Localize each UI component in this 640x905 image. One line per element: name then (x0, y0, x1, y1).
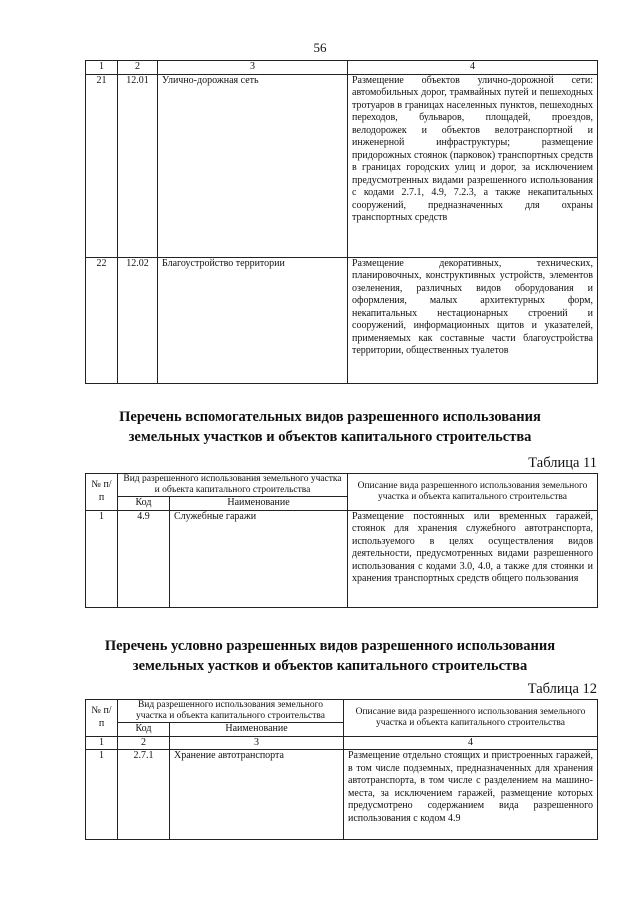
header-name: Наименование (170, 497, 348, 511)
table-row (86, 750, 598, 840)
column-index-row (86, 736, 598, 750)
row-name: Служебные гаражи (170, 510, 348, 607)
row-name: Благоустройство территории (158, 257, 348, 383)
header-code: Код (118, 497, 170, 511)
row-number: 1 (86, 750, 118, 840)
table-row (86, 257, 598, 383)
table-12-label: Таблица 12 (527, 681, 597, 697)
column-index: 2 (118, 61, 158, 75)
table-11 (85, 473, 598, 608)
page-number: 56 (313, 40, 327, 55)
header-group: Вид разрешенного использования земельного участка и объекта капитального строительства (118, 700, 344, 723)
column-index: 3 (170, 736, 344, 750)
section-12-title-line1: Перечень условно разрешенных видов разрешенного использования (104, 638, 556, 654)
land-use-table-continued (85, 60, 598, 384)
section-11-title (60, 407, 600, 447)
header-group: Вид разрешенного использования земельного участка и объекта капитального строительства (118, 474, 348, 497)
column-index: 4 (348, 61, 598, 75)
row-description: Размещение декоративных, технических, планировочных, конструктивных устройств, элементов озеленения, различных видов оборудования и оформления, малых архитектурных форм, некапитальных нестационарных строений и сооружений, информационных щитов и указателей, применяемых как составные части благоустройства территории, общественных туалетов (348, 257, 598, 383)
column-index: 1 (86, 736, 118, 750)
row-number: 1 (86, 510, 118, 607)
header-num: № п/п (86, 474, 118, 511)
row-code: 2.7.1 (118, 750, 170, 840)
column-index: 1 (86, 61, 118, 75)
table-row (86, 510, 598, 607)
header-description: Описание вида разрешенного использования земельного участка и объекта капитального строительства (344, 700, 598, 737)
section-12-title (60, 636, 600, 676)
header-name: Наименование (170, 723, 344, 737)
section-12-title-line2: земельных уастков и объектов капитального строительства (132, 658, 528, 674)
header-description: Описание вида разрешенного использования земельного участка и объекта капитального строительства (348, 474, 598, 511)
row-name: Хранение автотранспорта (170, 750, 344, 840)
table-header-row (86, 700, 598, 723)
table-header-row (86, 474, 598, 497)
table-11-label: Таблица 11 (528, 455, 597, 471)
column-index: 4 (344, 736, 598, 750)
row-name: Улично-дорожная сеть (158, 74, 348, 257)
section-11-title-line2: земельных участков и объектов капитального строительства (128, 429, 532, 445)
column-index: 3 (158, 61, 348, 75)
table-12 (85, 699, 598, 840)
row-code: 12.01 (118, 74, 158, 257)
row-description: Размещение отдельно стоящих и пристроенных гаражей, в том числе подземных, предназначенных для хранения автотранспорта, в том числе с разделением на машино-места, за исключением гаражей, размещение которых предусмотрено содержанием вида разрешенного использования с кодом 4.9 (344, 750, 598, 840)
row-number: 22 (86, 257, 118, 383)
row-code: 4.9 (118, 510, 170, 607)
row-number: 21 (86, 74, 118, 257)
column-index-row (86, 61, 598, 75)
header-code: Код (118, 723, 170, 737)
column-index: 2 (118, 736, 170, 750)
section-11-title-line1: Перечень вспомогательных видов разрешенного использования (119, 409, 541, 425)
row-description: Размещение объектов улично-дорожной сети: автомобильных дорог, трамвайных путей и пешеходных тротуаров в границах населенных пунктов, пешеходных переходов, бульваров, площадей, проездов, велодорожек и объектов велотранспортной и инженерной инфраструктуры; размещение придорожных стоянок (парковок) транспортных средств в границах городских улиц и дорог, за исключением предусмотренных видами разрешенного использования с кодами 2.7.1, 4.9, 7.2.3, а также некапитальных сооружений, предназначенных для охраны транспортных средств (348, 74, 598, 257)
row-description: Размещение постоянных или временных гаражей, стоянок для хранения служебного автотранспорта, используемого в целях осуществления видов деятельности, предусмотренных видами разрешенного использования с кодами 3.0, 4.0, а также для стоянки и хранения транспортных средств общего пользования (348, 510, 598, 607)
table-row (86, 74, 598, 257)
row-code: 12.02 (118, 257, 158, 383)
header-num: № п/п (86, 700, 118, 737)
